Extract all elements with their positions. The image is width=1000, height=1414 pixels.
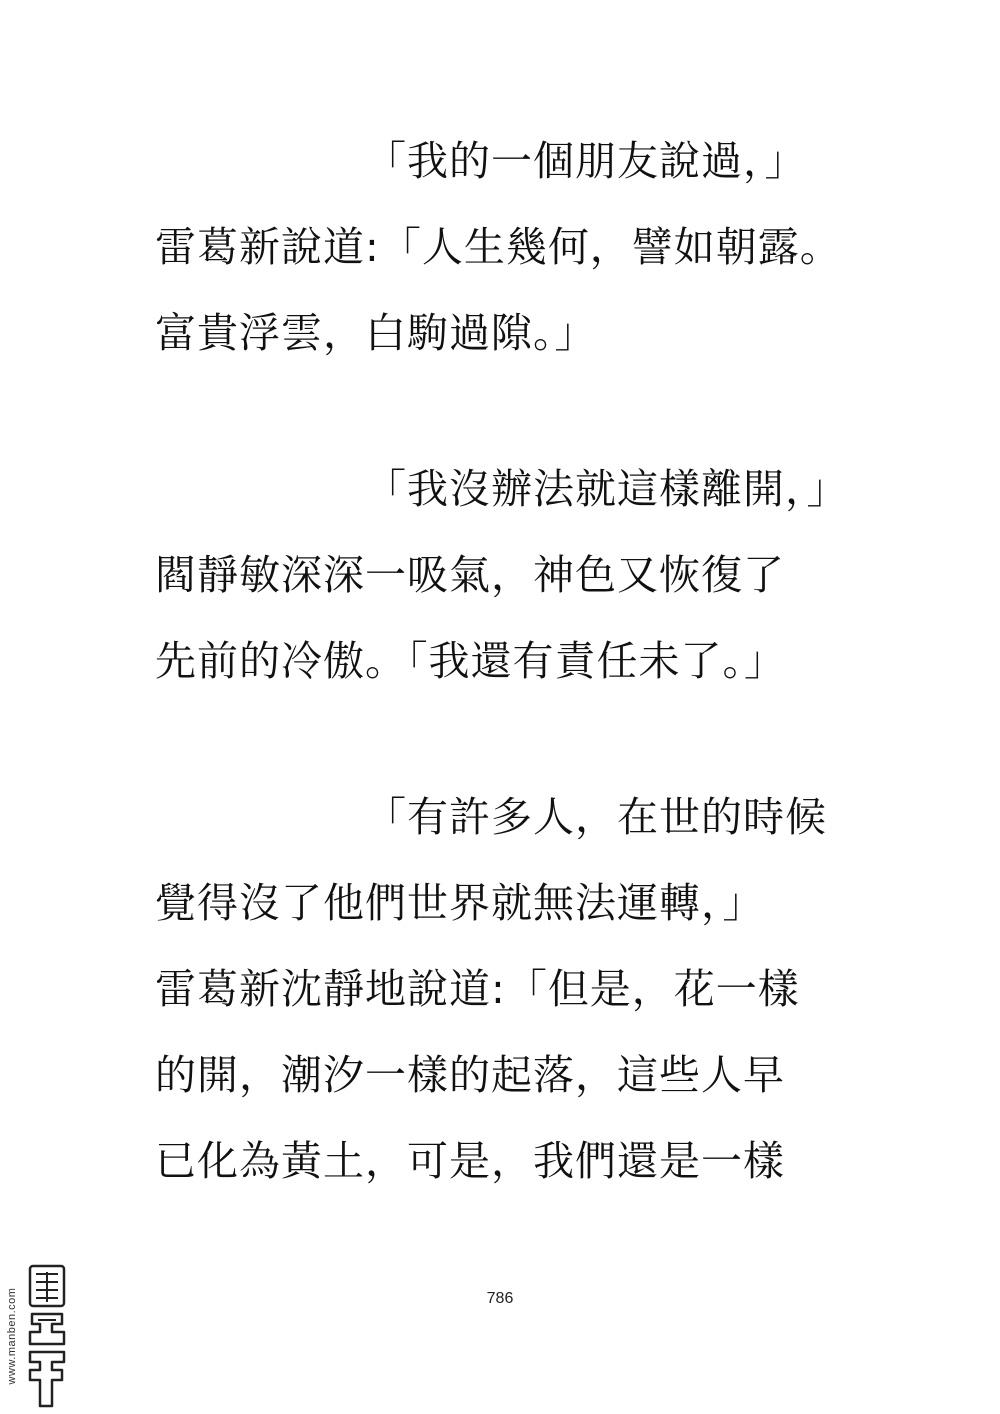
watermark-logo [24, 1262, 70, 1410]
text-line: 覺得沒了他們世界就無法運轉，」 [155, 879, 765, 927]
text-line: 「我的一個朋友說過，」 [365, 137, 807, 185]
text-line: 雷葛新說道:「人生幾何，譬如朝露。 [155, 223, 842, 271]
text-line: 閻靜敏深深一吸氣，神色又恢復了 [155, 551, 785, 599]
paragraph-2 [155, 446, 875, 704]
watermark-url [2, 1262, 22, 1410]
page-number: 786 [486, 1290, 514, 1307]
watermark [2, 1262, 72, 1410]
paragraph-1 [155, 118, 875, 376]
text-line: 「有許多人，在世的時候 [365, 793, 827, 841]
watermark-url-text: www.manben.com [6, 1287, 18, 1385]
paragraph-gap [155, 376, 875, 446]
text-line: 富貴浮雲，白駒過隙。」 [155, 309, 597, 357]
page-body [155, 118, 875, 1204]
paragraph-3 [155, 774, 875, 1204]
text-line: 先前的冷傲。「我還有責任未了。」 [155, 637, 786, 685]
text-line: 的開，潮汐一樣的起落，這些人早 [155, 1051, 785, 1099]
text-line: 「我沒辦法就這樣離開，」 [365, 465, 849, 513]
text-line: 雷葛新沈靜地說道:「但是，花一樣 [155, 965, 800, 1013]
paragraph-gap [155, 704, 875, 774]
text-line: 已化為黃土，可是，我們還是一樣 [155, 1137, 785, 1185]
